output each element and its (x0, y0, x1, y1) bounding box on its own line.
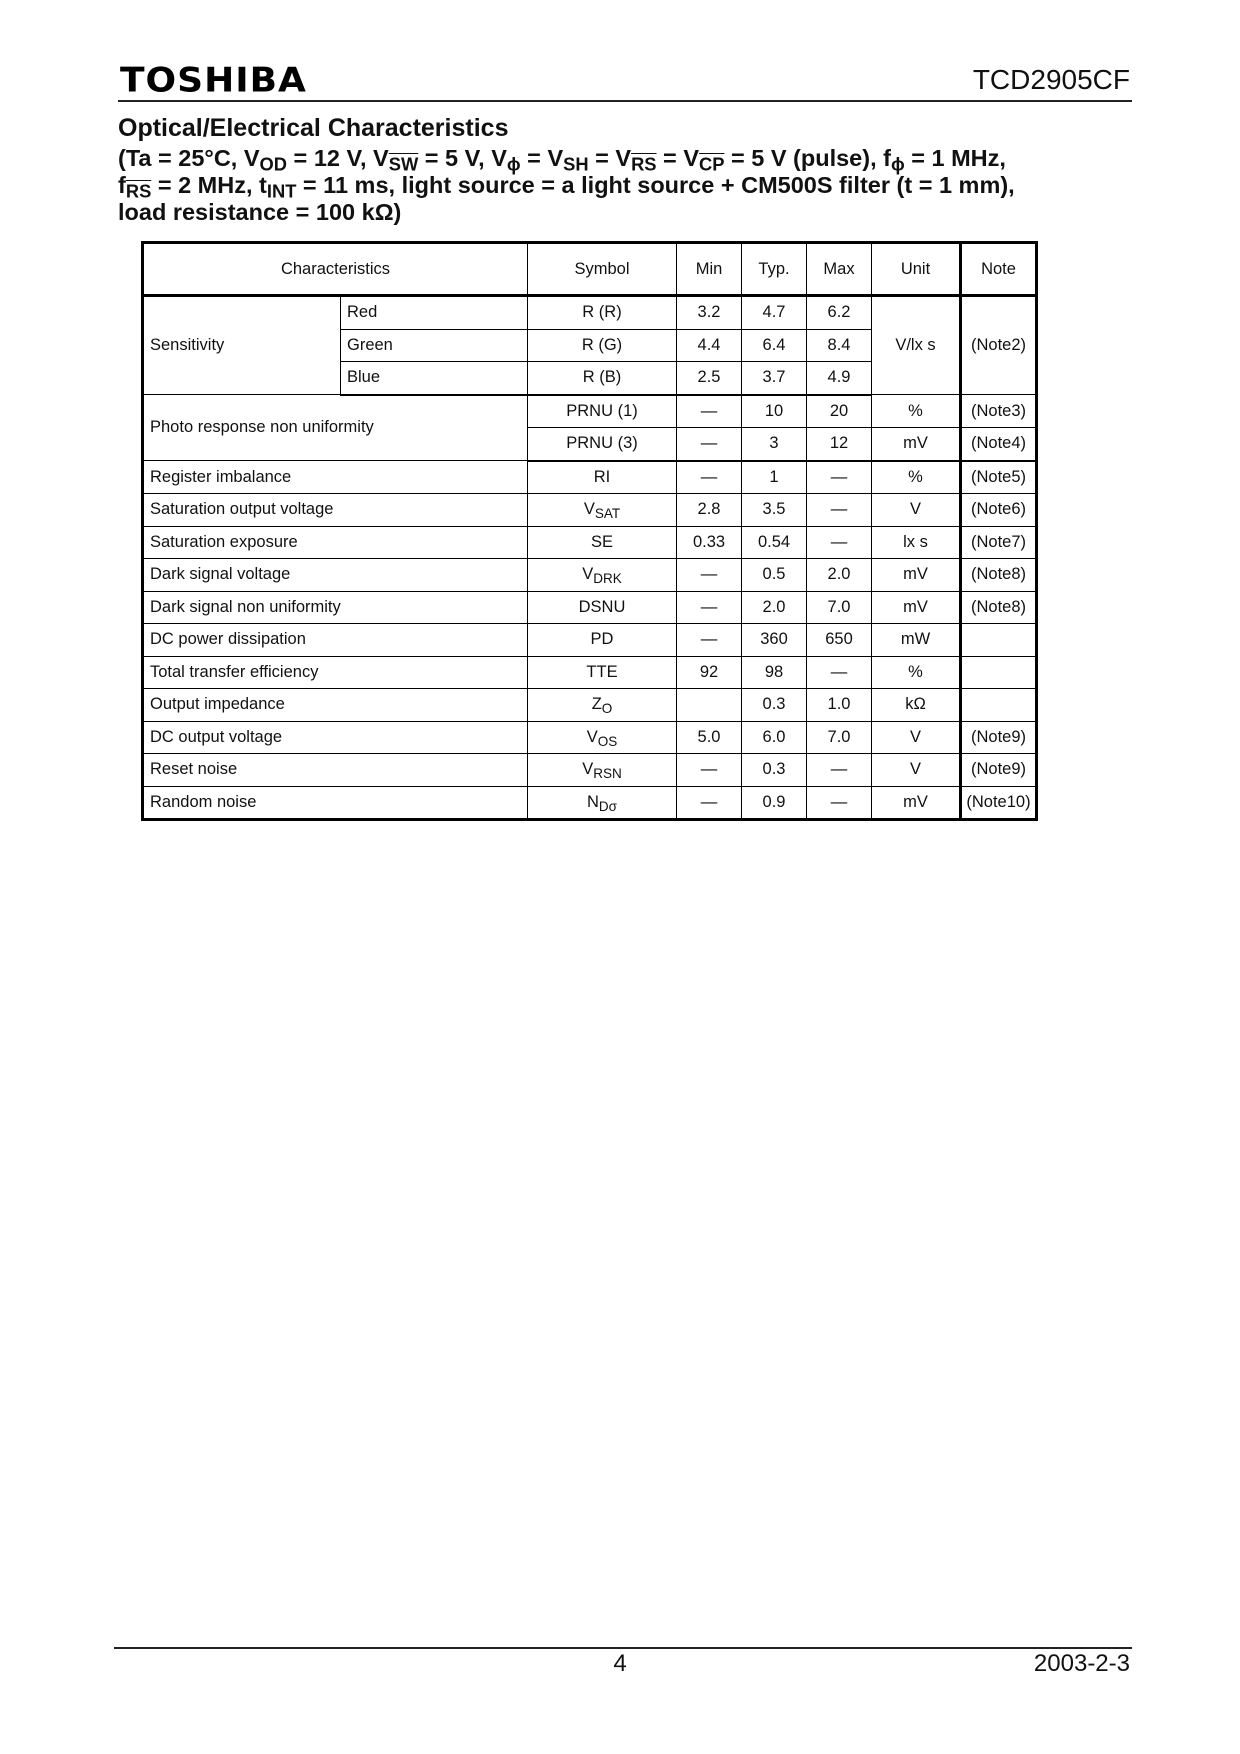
max-cell: 12 (807, 428, 872, 461)
unit-cell: mW (872, 624, 961, 657)
symbol-main: SE (590, 532, 613, 551)
min-cell: — (677, 559, 742, 592)
header-unit: Unit (872, 243, 961, 296)
typ-cell: 2.0 (742, 591, 807, 624)
characteristic-label: Dark signal non uniformity (143, 591, 528, 624)
unit-cell: mV (872, 559, 961, 592)
unit-cell: % (872, 395, 961, 428)
typ-cell: 6.0 (742, 721, 807, 754)
min-cell: 3.2 (677, 296, 742, 330)
page-number: 4 (613, 1650, 627, 1677)
unit-cell: lx s (872, 526, 961, 559)
typ-cell: 10 (742, 395, 807, 428)
symbol-cell (528, 721, 677, 754)
note-cell: (Note8) (961, 559, 1037, 592)
symbol-cell: R (B) (528, 362, 677, 395)
characteristic-label: Saturation output voltage (143, 494, 528, 527)
note-cell: (Note6) (961, 494, 1037, 527)
max-cell: 8.4 (807, 329, 872, 362)
table-row (143, 721, 1037, 754)
symbol-cell (528, 754, 677, 787)
max-cell: — (807, 786, 872, 820)
unit-cell: % (872, 656, 961, 689)
min-cell: 2.5 (677, 362, 742, 395)
sensitivity-note: (Note2) (961, 296, 1037, 395)
conditions-line-3: load resistance = 100 kΩ) (118, 199, 402, 225)
typ-cell: 98 (742, 656, 807, 689)
table-row (143, 296, 1037, 330)
table-row (143, 656, 1037, 689)
conditions-line-1: (Ta = 25°C, $V_{OD} = 12$ V, $V_{\overline{SW}} = 5$ V, $V_\phi = V_{SH} = V_{\overline{RS}} = V_{\overline{CP}} = 5$ V (pulse), $f_\phi = 1$ MHz, (118, 145, 1006, 175)
note-cell (961, 624, 1037, 657)
symbol-cell: R (R) (528, 296, 677, 330)
unit-cell: mV (872, 428, 961, 461)
sensitivity-color: Green (341, 329, 528, 362)
table-row (143, 786, 1037, 820)
characteristic-label: Total transfer efficiency (143, 656, 528, 689)
symbol-cell (528, 494, 677, 527)
note-cell: (Note7) (961, 526, 1037, 559)
characteristic-label: DC power dissipation (143, 624, 528, 657)
table-row (143, 689, 1037, 722)
characteristics-table (141, 241, 1038, 821)
max-cell: 7.0 (807, 721, 872, 754)
max-cell: — (807, 526, 872, 559)
typ-cell: 4.7 (742, 296, 807, 330)
characteristic-label: Register imbalance (143, 461, 528, 494)
symbol-main: N (586, 792, 599, 811)
characteristic-label: Saturation exposure (143, 526, 528, 559)
note-cell: (Note8) (961, 591, 1037, 624)
symbol-subscript: DRK (593, 571, 622, 587)
symbol-main: V (582, 760, 594, 779)
header-characteristics: Characteristics (143, 243, 528, 296)
symbol-cell (528, 526, 677, 559)
symbol-cell (528, 461, 677, 494)
min-cell: — (677, 395, 742, 428)
characteristic-label: Random noise (143, 786, 528, 820)
characteristic-label: Output impedance (143, 689, 528, 722)
unit-cell: mV (872, 591, 961, 624)
header-note: Note (961, 243, 1037, 296)
symbol-main: V (586, 727, 598, 746)
header-symbol: Symbol (528, 243, 677, 296)
typ-cell: 3 (742, 428, 807, 461)
note-cell: (Note10) (961, 786, 1037, 820)
page-header (118, 58, 1132, 102)
header-min: Min (677, 243, 742, 296)
symbol-subscript: O (601, 701, 613, 717)
symbol-subscript: SAT (594, 506, 621, 522)
symbol-subscript: Dσ (598, 798, 618, 814)
note-cell: (Note5) (961, 461, 1037, 494)
max-cell: 20 (807, 395, 872, 428)
toshiba-logo: TOSHIBA (120, 61, 307, 100)
symbol-cell: R (G) (528, 329, 677, 362)
prnu-label: Photo response non uniformity (143, 395, 528, 461)
symbol-cell (528, 591, 677, 624)
header-max: Max (807, 243, 872, 296)
note-cell: (Note9) (961, 754, 1037, 787)
min-cell: — (677, 591, 742, 624)
unit-cell: V (872, 754, 961, 787)
symbol-cell (528, 624, 677, 657)
max-cell: 4.9 (807, 362, 872, 395)
part-number: TCD2905CF (972, 64, 1130, 95)
typ-cell: 0.3 (742, 754, 807, 787)
max-cell: 650 (807, 624, 872, 657)
symbol-main: V (582, 565, 594, 584)
min-cell: — (677, 754, 742, 787)
symbol-cell (528, 689, 677, 722)
max-cell: — (807, 461, 872, 494)
max-cell: 1.0 (807, 689, 872, 722)
table-header-row (143, 243, 1037, 296)
typ-cell: 0.54 (742, 526, 807, 559)
sensitivity-color: Red (341, 296, 528, 330)
sensitivity-color: Blue (341, 362, 528, 395)
min-cell: 92 (677, 656, 742, 689)
table-row (143, 624, 1037, 657)
unit-cell: % (872, 461, 961, 494)
max-cell: — (807, 754, 872, 787)
note-cell: (Note4) (961, 428, 1037, 461)
symbol-main: PD (590, 630, 614, 649)
note-cell: (Note3) (961, 395, 1037, 428)
sensitivity-label: Sensitivity (143, 296, 341, 395)
footer-rule (114, 1647, 1132, 1649)
characteristic-label: Dark signal voltage (143, 559, 528, 592)
table-row (143, 559, 1037, 592)
symbol-cell (528, 786, 677, 820)
table-row (143, 494, 1037, 527)
min-cell: — (677, 624, 742, 657)
max-cell: 7.0 (807, 591, 872, 624)
min-cell: — (677, 428, 742, 461)
test-conditions (118, 145, 1118, 226)
min-cell: 4.4 (677, 329, 742, 362)
min-cell: 0.33 (677, 526, 742, 559)
table-row (143, 461, 1037, 494)
unit-cell: V (872, 494, 961, 527)
table-row (143, 395, 1037, 428)
symbol-main: TTE (586, 662, 618, 681)
unit-cell: V (872, 721, 961, 754)
typ-cell: 1 (742, 461, 807, 494)
sensitivity-unit: V/lx s (872, 296, 961, 395)
unit-cell: mV (872, 786, 961, 820)
symbol-cell (528, 656, 677, 689)
min-cell: — (677, 786, 742, 820)
conditions-line-2: $f_{\overline{RS}} = 2$ MHz, $t_{INT} = 11$ ms, light source = a light source + CM500S filter (t = 1 mm), (118, 172, 1015, 202)
characteristic-label: DC output voltage (143, 721, 528, 754)
document-date: 2003-2-3 (1033, 1650, 1130, 1677)
note-cell: (Note9) (961, 721, 1037, 754)
max-cell: 6.2 (807, 296, 872, 330)
min-cell (677, 689, 742, 722)
table-row (143, 526, 1037, 559)
symbol-cell: PRNU (3) (528, 428, 677, 461)
typ-cell: 0.3 (742, 689, 807, 722)
characteristic-label: Reset noise (143, 754, 528, 787)
max-cell: — (807, 494, 872, 527)
max-cell: 2.0 (807, 559, 872, 592)
symbol-main: RI (593, 467, 611, 486)
symbol-main: DSNU (578, 597, 626, 616)
note-cell (961, 689, 1037, 722)
min-cell: — (677, 461, 742, 494)
min-cell: 2.8 (677, 494, 742, 527)
symbol-cell: PRNU (1) (528, 395, 677, 428)
typ-cell: 0.5 (742, 559, 807, 592)
symbol-main: Z (591, 695, 602, 714)
section-title: Optical/Electrical Characteristics (118, 114, 509, 142)
max-cell: — (807, 656, 872, 689)
symbol-main: V (583, 500, 595, 519)
symbol-subscript: RSN (593, 766, 622, 782)
unit-cell: kΩ (872, 689, 961, 722)
symbol-cell (528, 559, 677, 592)
typ-cell: 3.7 (742, 362, 807, 395)
typ-cell: 0.9 (742, 786, 807, 820)
table-row (143, 591, 1037, 624)
header-typ: Typ. (742, 243, 807, 296)
typ-cell: 360 (742, 624, 807, 657)
symbol-subscript: OS (597, 733, 618, 749)
typ-cell: 6.4 (742, 329, 807, 362)
typ-cell: 3.5 (742, 494, 807, 527)
min-cell: 5.0 (677, 721, 742, 754)
table-row (143, 754, 1037, 787)
note-cell (961, 656, 1037, 689)
